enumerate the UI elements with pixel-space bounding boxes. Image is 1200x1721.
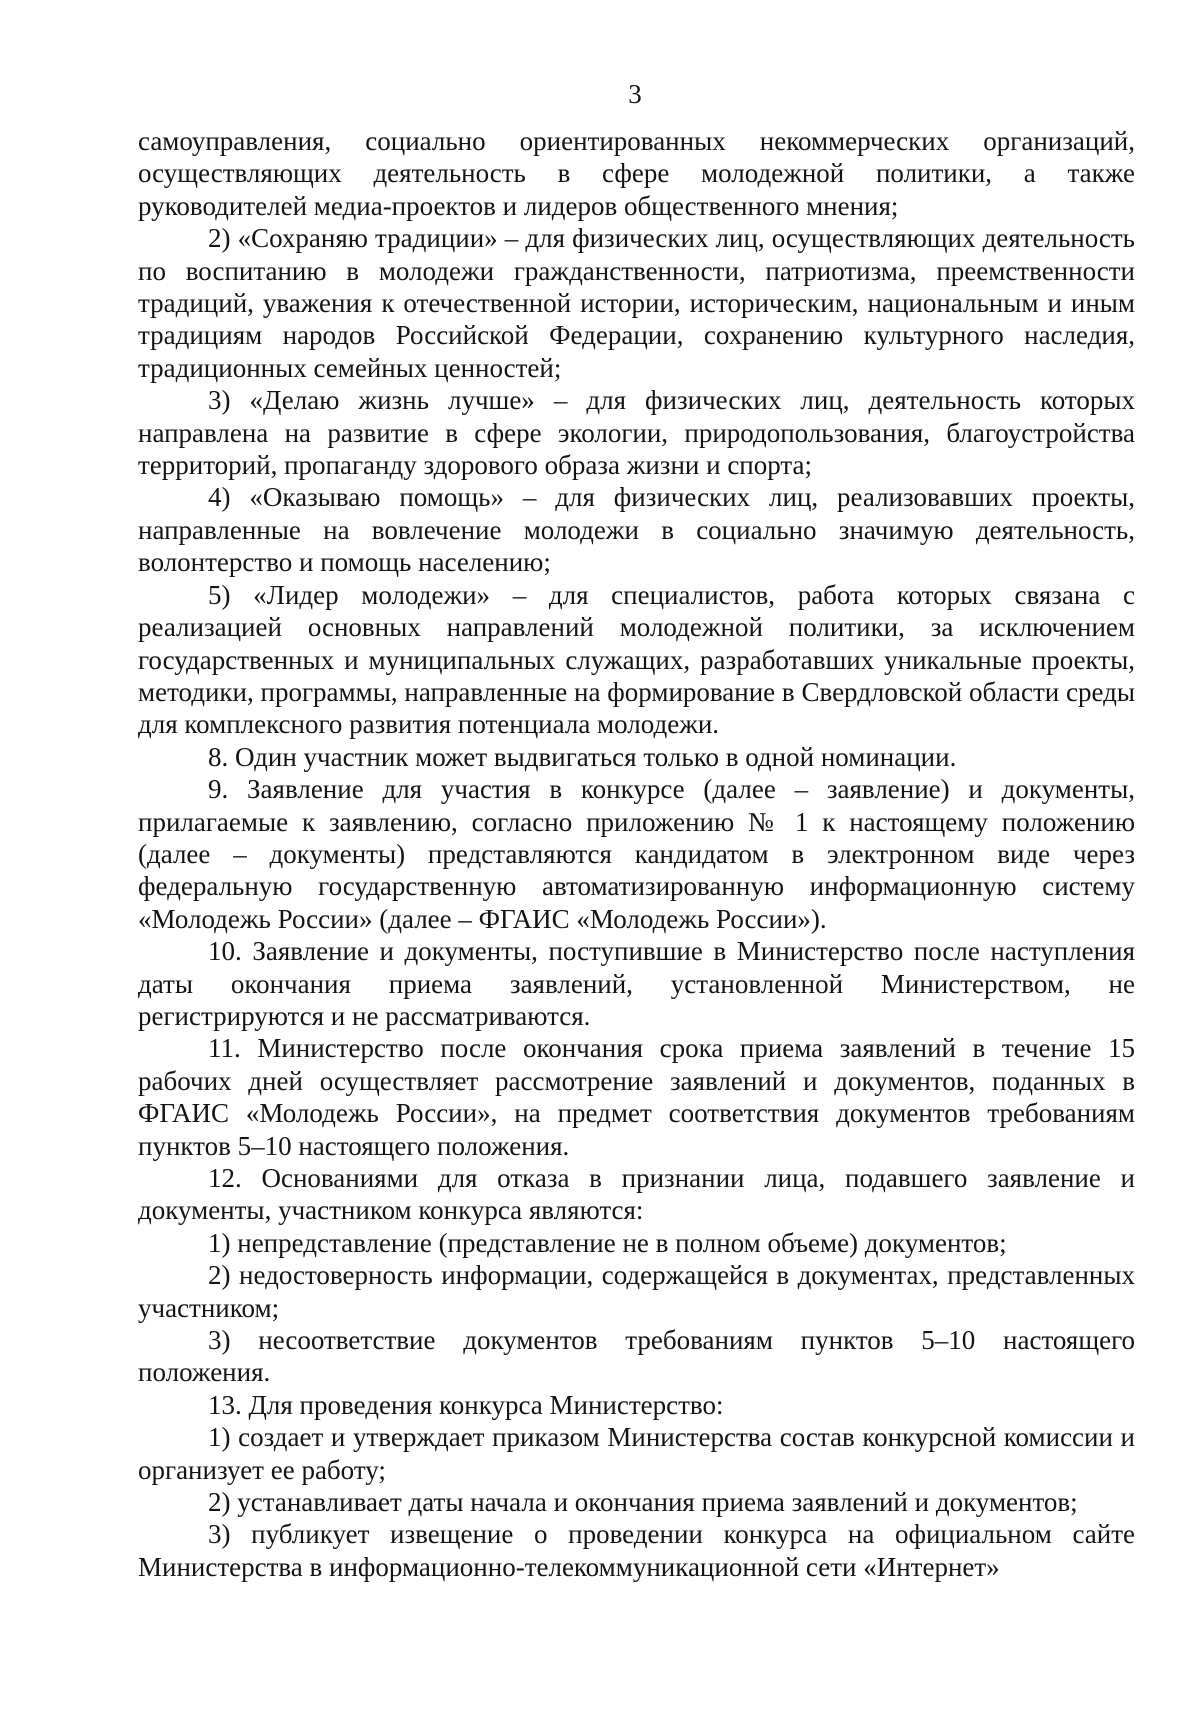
paragraph: 5) «Лидер молодежи» – для специалистов, работа которых связана с реализацией основных направлений молодежной политики, за исключением государственных и муниципальных служащих, разработавших уникальные проекты, методики, программы, направленные на формирование в Свердловской области среды для комплексного развития потенциала молодежи.: [138, 579, 1135, 740]
paragraph: 1) непредставление (представление не в полном объеме) документов;: [208, 1227, 1007, 1258]
paragraph: 13. Для проведения конкурса Министерство:: [208, 1389, 724, 1420]
paragraph: 3) публикует извещение о проведении конкурса на официальном сайте Министерства в информационно-телекоммуникационной сети «Интернет»: [138, 1519, 1135, 1582]
paragraph: 3) несоответствие документов требованиям пунктов 5–10 настоящего положения.: [138, 1325, 1135, 1388]
paragraph: 10. Заявление и документы, поступившие в Министерство после наступления даты окончания приема заявлений, установленной Министерством, не регистрируются и не рассматриваются.: [138, 936, 1135, 1031]
paragraph: 12. Основаниями для отказа в признании лица, подавшего заявление и документы, участником конкурса являются:: [138, 1163, 1135, 1226]
paragraph: самоуправления, социально ориентированных некоммерческих организаций, осуществляющих деятельность в сфере молодежной политики, а также руководителей медиа-проектов и лидеров общественного мнения;: [138, 126, 1135, 221]
paragraph: 1) создает и утверждает приказом Министерства состав конкурсной комиссии и организует ее работу;: [138, 1422, 1135, 1485]
paragraph: 2) устанавливает даты начала и окончания приема заявлений и документов;: [208, 1487, 1078, 1518]
paragraph: 2) недостоверность информации, содержащейся в документах, представленных участником;: [138, 1260, 1135, 1323]
page-number: 3: [628, 79, 642, 109]
paragraph: 2) «Сохраняю традиции» – для физических лиц, осуществляющих деятельность по воспитанию в молодежи гражданственности, патриотизма, преемственности традиций, уважения к отечественной истории, историческим, национальным и иным традициям народов Российской Федерации, сохранению культурного наследия, традиционных семейных ценностей;: [138, 223, 1135, 383]
paragraph: 9. Заявление для участия в конкурсе (далее – заявление) и документы, прилагаемые к заявлению, согласно приложению № 1 к настоящему положению (далее – документы) представляются кандидатом в электронном виде через федеральную государственную автоматизированную информационную систему «Молодежь России» (далее – ФГАИС «Молодежь России»).: [138, 774, 1135, 934]
paragraph: 8. Один участник может выдвигаться только в одной номинации.: [208, 741, 957, 772]
paragraph: 4) «Оказываю помощь» – для физических лиц, реализовавших проекты, направленные на вовлечение молодежи в социально значимую деятельность, волонтерство и помощь населению;: [138, 482, 1135, 578]
document-body: [138, 125, 1135, 1583]
paragraph: 11. Министерство после окончания срока приема заявлений в течение 15 рабочих дней осуществляет рассмотрение заявлений и документов, поданных в ФГАИС «Молодежь России», на предмет соответствия документов требованиям пунктов 5–10 настоящего положения.: [138, 1033, 1135, 1161]
paragraph: 3) «Делаю жизнь лучше» – для физических лиц, деятельность которых направлена на развитие в сфере экологии, природопользования, благоустройства территорий, пропаганду здорового образа жизни и спорта;: [138, 385, 1135, 481]
